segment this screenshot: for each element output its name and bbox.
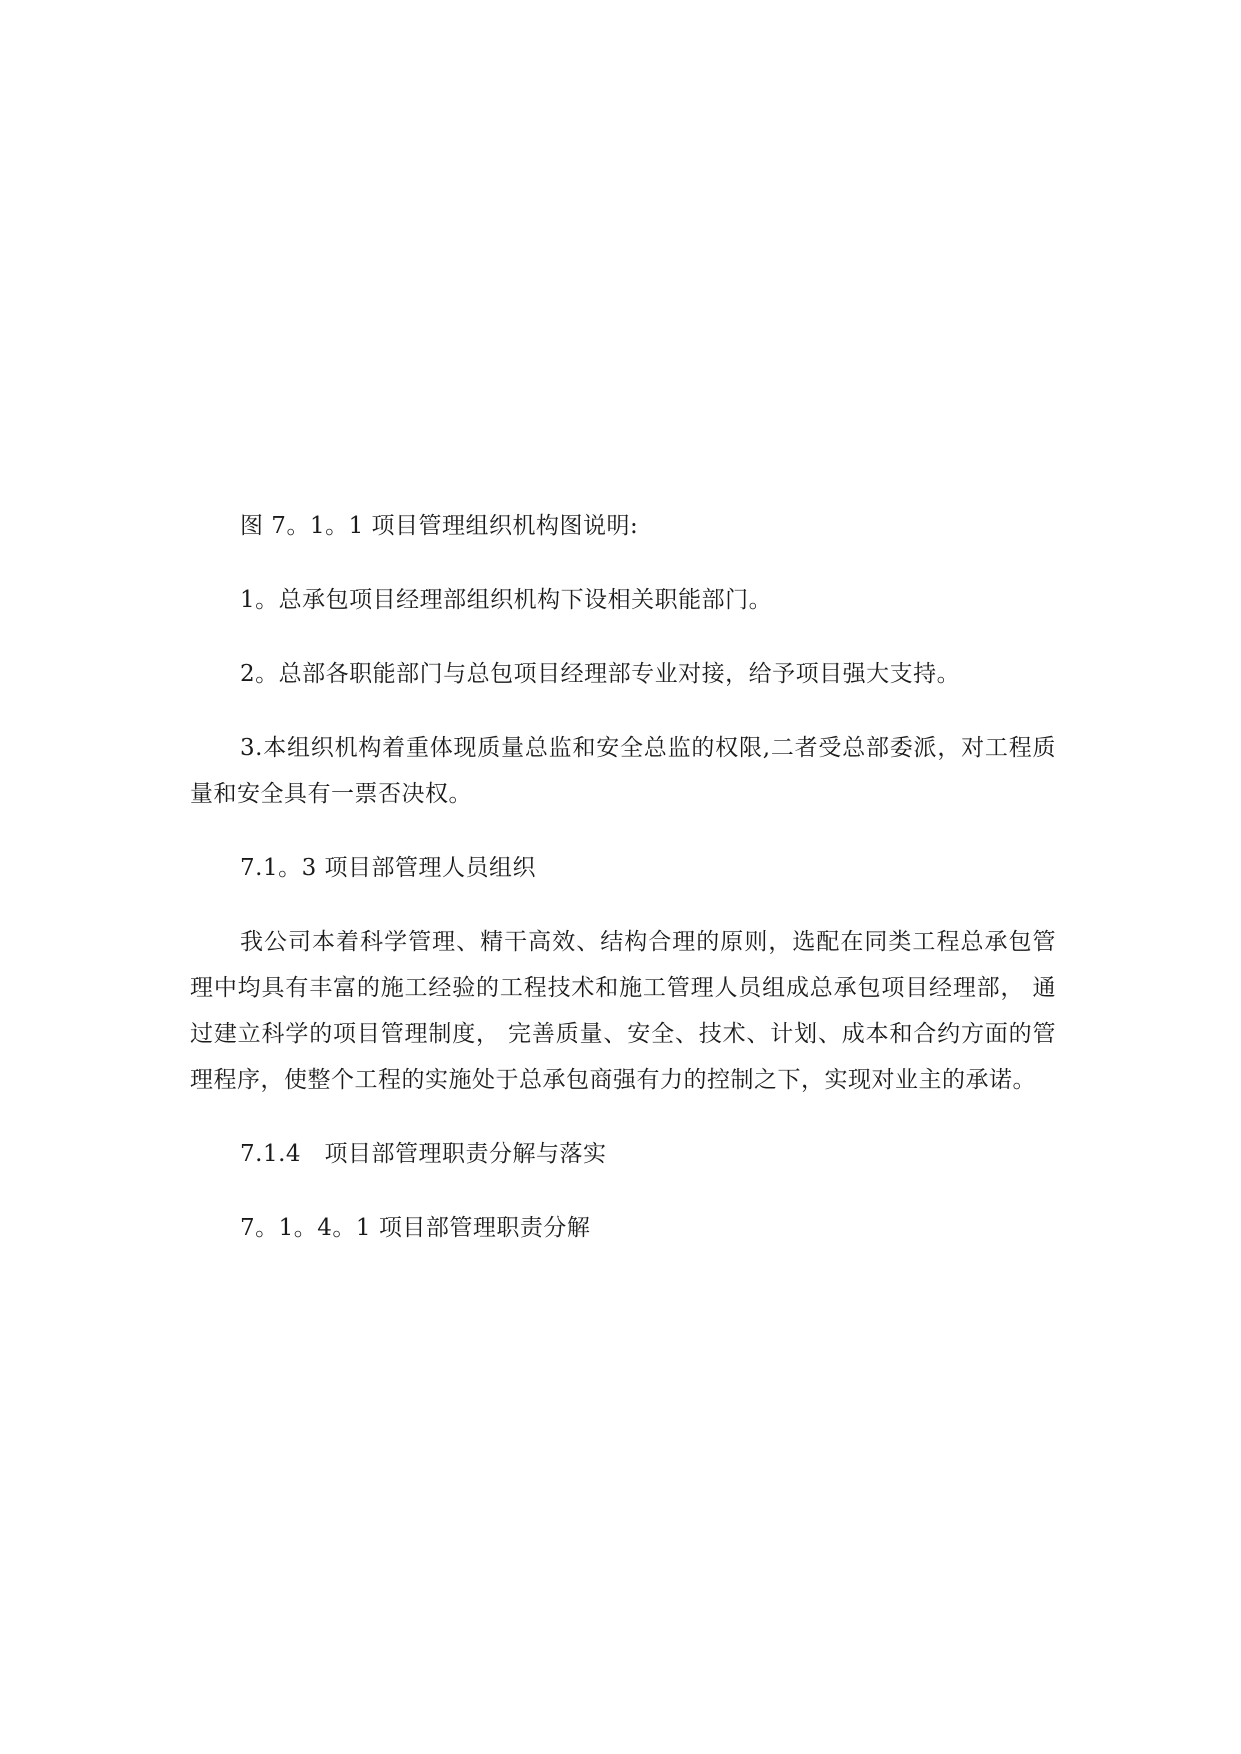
body-paragraph: 我公司本着科学管理、精干高效、结构合理的原则，选配在同类工程总承包管理中均具有丰富的施工经验的工程技术和施工管理人员组成总承包项目经理部， 通过建立科学的项目管理制度， 完善质量、安全、技术、计划、成本和合约方面的管理程序，使整个工程的实施处于总承包商强有力的控制之下，实现对业主的承诺。 [190, 929, 1056, 1093]
section-heading: 7.1.4 项目部管理职责分解与落实 [240, 1141, 607, 1167]
subsection-heading: 7。1。4。1 项目部管理职责分解 [240, 1215, 591, 1241]
document-body [190, 503, 1056, 1251]
list-item: 2。总部各职能部门与总包项目经理部专业对接，给予项目强大支持。 [240, 661, 961, 687]
list-item: 1。总承包项目经理部组织机构下设相关职能部门。 [240, 587, 773, 613]
figure-caption: 图 7。1。1 项目管理组织机构图说明: [240, 513, 639, 539]
list-item: 3.本组织机构着重体现质量总监和安全总监的权限,二者受总部委派，对工程质量和安全具有一票否决权。 [190, 735, 1056, 807]
section-heading: 7.1。3 项目部管理人员组织 [240, 855, 537, 881]
